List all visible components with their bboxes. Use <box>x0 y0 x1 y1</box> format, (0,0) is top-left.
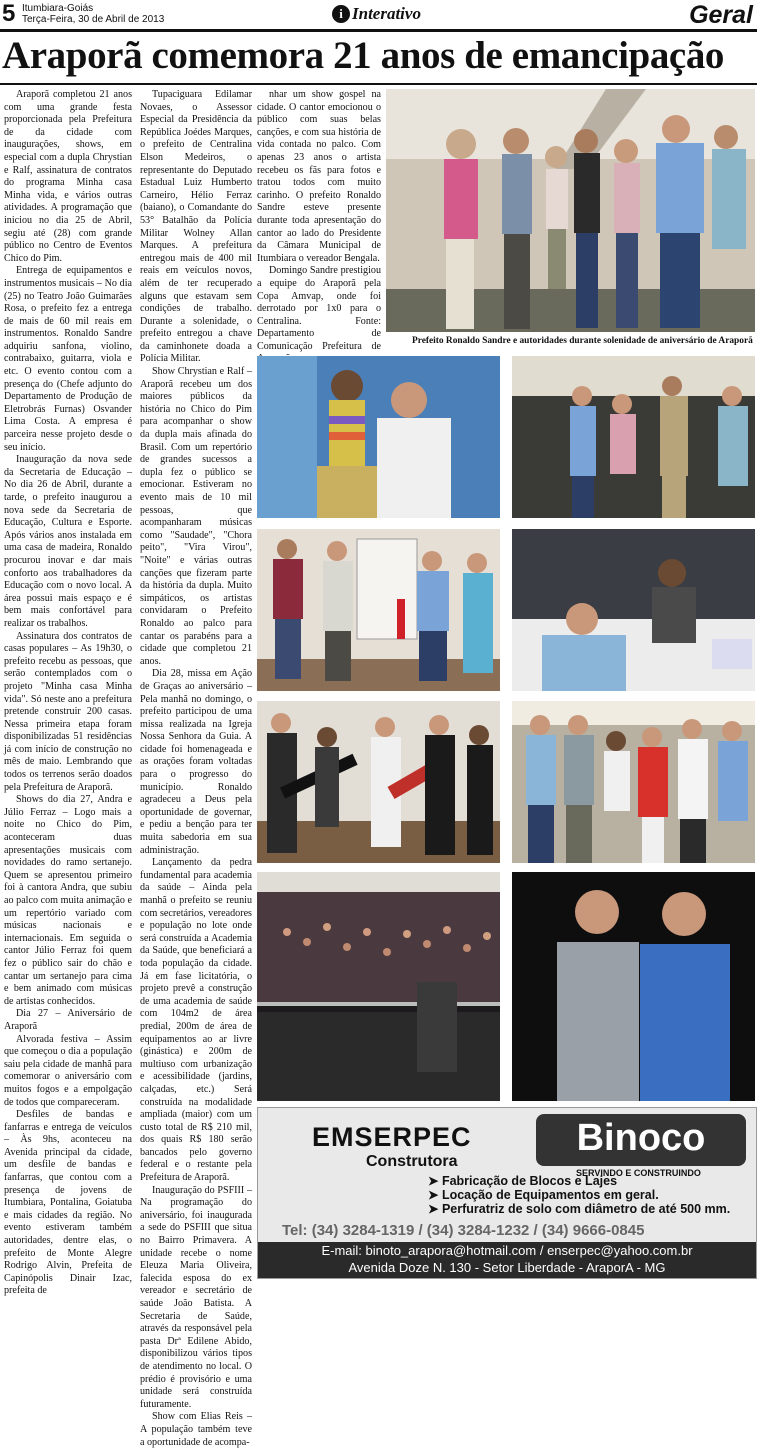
paragraph: Inauguração da nova sede da Secretaria de Educação – No dia 26 de Abril, durante a tarde, o prefeito inaugurou a nova sede da Secretaria de Educação, Cultura e Esporte. Após vários anos instalada em uma casa de madeira, Ronaldo procurou inovar e dar mais conforto aos trabalhadores da Educação com o novo local. A área possui mais espaço e é bem mais confortável para realizar os trabalhos. <box>4 454 132 629</box>
paragraph: Alvorada festiva – Assim que começou o dia a população saiu pela cidade de manhã para comemorar o aniversário com muitos fogos e a empolgação de todos que compareceram. <box>4 1033 132 1108</box>
issue-date: Terça-Feira, 30 de Abril de 2013 <box>22 14 165 25</box>
services-list <box>428 1174 730 1216</box>
paragraph: Entrega de equipamentos e instrumentos musicais – No dia (25) no Teatro João Guimarães Rosa, o prefeito fez a entrega de mais de 60 mil reais em instrumentos. Ronaldo Sandre adquiriu sanfona, violino, contrabaixo, guitarra, viola e etc. O evento contou com a presença do (Chefe adjunto do Departamento de Produção de Eletrobrás Furnas) Osvander Lima Costa. A empresa é parceira nesse projeto desde o seu início. <box>4 265 132 453</box>
paragraph: Desfiles de bandas e fanfarras e entrega de veículos – Às 9hs, aconteceu na Avenida principal da cidade, um desfile de bandas e fanfarras, que contou com a presença de jovens de Itumbiara, Pontalina, Goiatuba e mais cidades da região. No evento estiveram também autoridades, dentre elas, o prefeito de Monte Alegre Rodrigo Alvin, Prefeita de Capinópolis Dinair Izac, prefeita de <box>4 1109 132 1297</box>
article-column-3 <box>257 89 381 351</box>
logo-text: Interativo <box>352 4 421 23</box>
headline-rule <box>0 83 757 85</box>
photo-main-ribbon-cutting <box>386 89 755 332</box>
paragraph: Lançamento da pedra fundamental para academia da saúde – Ainda pela manhã o prefeito se reuniu com secretários, vereadores e população no lote onde será construída a Academia da Saúde, que beneficiará a toda população da cidade. Já em fase licitatória, o projeto prevê a construção de uma academia de saúde com 104m2 de área predial, 200m de área de equipamentos ao ar livre (ginástica) e 200m de multiuso com urbanização e acessibilidade (jardins, calçadas, etc.) Será construída na modalidade ampliada (maior) com um custo total de R$ 210 mil, dos quais R$ 180 serão bancados pelo governo federal e o restante pela Prefeitura de Araporã. <box>140 857 252 1184</box>
page-meta <box>22 3 164 25</box>
paragraph: Shows do dia 27, Andra e Júlio Ferraz – Logo mais a noite no Chico do Pim, aconteceram duas apresentações musicais com novidades do ramo sertanejo. Quem se apresentou primeiro foi à cantora Andra, que subiu ao palco com muita animação e um repertório variado com músicas nacionais e internacionais. Em seguida o cantor Júlio Ferraz foi quem fez o público sair do chão e cantar um sertanejo para cima e bem animado com músicas de artistas conhecidos. <box>4 794 132 1007</box>
phone-numbers: Tel: (34) 3284-1319 / (34) 3284-1232 / (34) 9666-0845 <box>282 1222 645 1239</box>
service-item: ➤ Locação de Equipamentos em geral. <box>428 1188 659 1202</box>
photo-parade-authorities <box>512 701 755 863</box>
binoco-logo: Binoco <box>536 1114 746 1166</box>
newspaper-logo <box>332 3 421 25</box>
paragraph: Domingo Sandre prestigiou a equipe do Araporã pela Copa Amvap, onde foi derrotado por 1x0 para o Centralina. Fonte: Departamento de Comunicação Prefeitura de <box>257 265 381 352</box>
advertisement <box>257 1107 757 1279</box>
article-column-1 <box>4 89 132 1297</box>
paragraph: Inauguração do PSFIII – Na programação do aniversário, foi inaugurada a sede do PSFIII que situa no Bairro Primavera. A unidade recebe o nome Eleuza Maria Oliveira, falecida esposa do ex vereador e secretário de saúde João Batista. A Secretaria de Saúde, através da responsável pela pasta Drª Edilene Abido, disponibilizou vários tipos de atendimento no local. O prédio é provisório e uma unidade será construída futuramente. <box>140 1184 252 1410</box>
paragraph: Tupaciguara Edilamar Novaes, o Assessor Especial da Presidência da República Joédes Marques, o prefeito de Centralina Elson Medeiros, o representante do Deputado Estadual Luiz Humberto Carneiro, Hélio Ferraz (baiano), o Comandante do 53° Batalhão da Polícia Militar Wolney Allan Marques. A prefeitura entregou mais de 400 mil reais em veículos novos, além de ter recuperado alguns que estavam sem condições de trabalho. Durante a solenidade, o prefeito entregou a chave da caminhonete doada a Polícia Militar. <box>140 89 252 365</box>
address-line: Avenida Doze N. 130 - Setor Liberdade - AraporA - MG <box>348 1260 666 1275</box>
paragraph: Dia 27 – Aniversário de Araporã <box>4 1008 132 1032</box>
city: Itumbiara-Goiás <box>22 3 94 14</box>
ad-contact-bar <box>258 1242 756 1278</box>
photo-contract-signing <box>512 529 755 691</box>
logo-i-icon: i <box>332 5 350 23</box>
paragraph: Assinatura dos contratos de casas populares – As 19h30, o prefeito recebu as pessoas, que serão contemplados com o projeto "Minha casa Minha vida". Só neste ano a prefeitura pretende construir 200 casas. Nessa primeira etapa foram disponibilizadas 51 residências já com início de construção no mês de maio. Lembrando que todos os terrenos serão doados pela Prefeitura de Araporã. <box>4 630 132 793</box>
email-line: E-mail: binoto_arapora@hotmail.com / enserpec@yahoo.com.br <box>321 1243 693 1258</box>
photo-crowd-show <box>257 872 500 1101</box>
paragraph: Show Chrystian e Ralf – Araporã recebeu um dos maiores públicos da história no Chico do Pim para acompanhar o show da dupla mais afinada do Brasil. Com um repertório de grandes sucessos a dupla fez o público se emocionar. Estiveram no evento mais de 10 mil pessoas, que acompanharam músicas como "Saudade", "Chora peito", "Vira Virou", "Noite" e várias outras canções que fizeram parte da história da dupla. Muito simpáticos, os artistas convidaram o Prefeito Ronaldo ao palco para cantar os parabéns para a cidade que completou 21 anos. <box>140 366 252 667</box>
photo-ribbon-secretaria <box>257 529 500 691</box>
photo-caption: Prefeito Ronaldo Sandre e autoridades durante solenidade de aniversário de Araporã <box>412 336 753 346</box>
paragraph: Show com Elias Reis – A população também teve a oportunidade de acompa- <box>140 1411 252 1448</box>
emserpec-logo: EMSERPEC <box>312 1122 472 1152</box>
paragraph: nhar um show gospel na cidade. O cantor emocionou o público com suas belas canções, e com sua história de vida contada no palco. Com apenas 23 anos o artista recebeu os fãs para fotos e tratou todos com muito carinho. O prefeito Ronaldo Sandre esteve presente durante toda apresentação do cantor ao lado do Presidente da Câmara Municipal de Itumbiara o vereador Bengala. <box>257 89 381 264</box>
photo-vehicle-keys <box>512 356 755 518</box>
headline: Araporã comemora 21 anos de emancipação <box>2 34 725 77</box>
page-number: 5 <box>2 0 16 27</box>
section-title: Geral <box>689 1 753 29</box>
service-item: ➤ Fabricação de Blocos e Lajes <box>428 1174 618 1188</box>
binoco-slogan: SERVINDO E CONSTRUINDO <box>576 1168 701 1178</box>
article-column-2 <box>140 89 252 1448</box>
paragraph: Araporã completou 21 anos com uma grande festa proporcionada pela Prefeitura de da cidade com inaugurações, shows, em especial com a dupla Chrystian e Ralf, assinatura de contratos do programa Minha casa Minha vida, e vários outras atividades. A programação que iniciou no dia 25 de Abril, segiu até (28) com grande público no Centro de Eventos Chico do Pim. <box>4 89 132 264</box>
photo-chrystian-ralf <box>512 872 755 1101</box>
photo-meeting-woman <box>257 356 500 518</box>
paragraph: Dia 28, missa em Ação de Graças ao aniversário – Pela manhã no domingo, o prefeito participou de uma missa realizada na Igreja Nossa Senhora da Guia. A cidade foi homenageada e as orações foram voltadas para o progresso do município. Ronaldo agradeceu a Deus pela oportunidade de governar, e pediu a benção para ter muita sabedoria em sua administração. <box>140 668 252 856</box>
service-item: ➤ Perfuratriz de solo com diâmetro de até 500 mm. <box>428 1202 731 1216</box>
construtora-label: Construtora <box>366 1153 458 1170</box>
photo-musical-instruments <box>257 701 500 863</box>
